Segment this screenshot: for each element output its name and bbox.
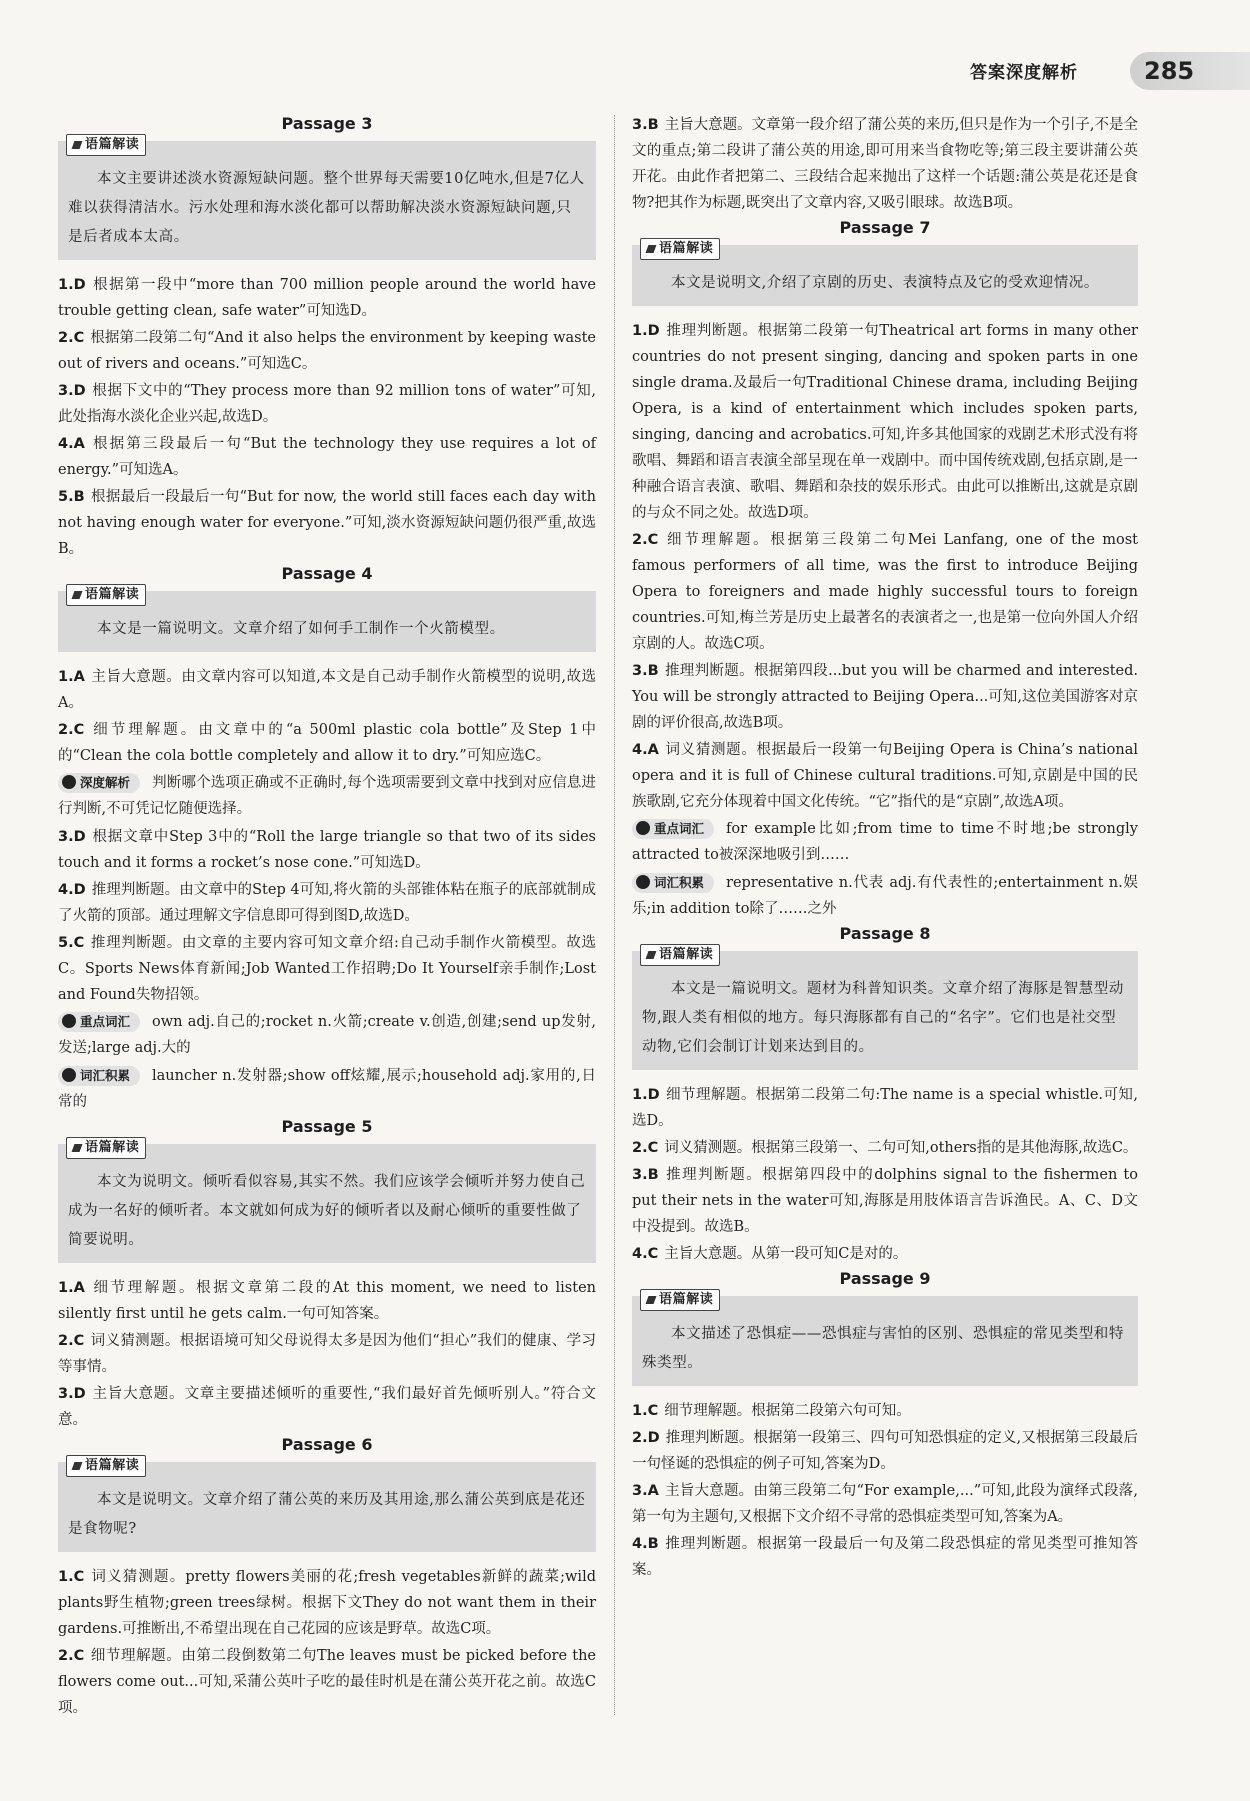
answer-explanation: 推理判断题。由文章中的Step 4可知,将火箭的头部锥体粘在瓶子的底部就制成了火箭的顶部。通过理解文字信息即可得到图D,故选D。 [58, 882, 596, 924]
answer-item [632, 1241, 1138, 1267]
answer-explanation: 主旨大意题。从第一段可知C是对的。 [664, 1246, 908, 1262]
passage-title: Passage 5 [281, 1117, 373, 1136]
summary-text: 本文描述了恐惧症——恐惧症与害怕的区别、恐惧症的常见类型和特殊类型。 [642, 1326, 1124, 1371]
answer-item [58, 378, 596, 430]
passage-summary [58, 1140, 596, 1263]
answer-number: 1.A [58, 1280, 85, 1296]
passage-summary [58, 1458, 596, 1552]
note-badge [632, 873, 714, 893]
passage-summary [632, 241, 1138, 306]
answer-number: 3.A [632, 1483, 659, 1499]
passage-summary [632, 1292, 1138, 1386]
answer-number: 2.C [58, 722, 85, 738]
page-number: 285 [1130, 52, 1250, 90]
answer-explanation: 推理判断题。由文章的主要内容可知文章介绍:自己动手制作火箭模型。故选C。Sports News体育新闻;Job Wanted工作招聘;Do It Yourself亲手制作;Lost and Found失物招领。 [58, 935, 596, 1003]
answer-explanation: 主旨大意题。文章第一段介绍了蒲公英的来历,但只是作为一个引子,不是全文的重点;第二段讲了蒲公英的用途,即可用来当食物吃等;第三段主要讲蒲公英开花。由此作者把第二、三段结合起来抛出了这样一个话题:蒲公英是花还是食物?把其作为标题,既突出了文章内容,又吸引眼球。故选B项。 [632, 117, 1138, 211]
answer-item [58, 1643, 596, 1721]
note-text: launcher n.发射器;show off炫耀,展示;household adj.家用的,日常的 [58, 1068, 596, 1110]
answer-number: 1.A [58, 669, 85, 685]
answer-item [58, 930, 596, 1008]
answer-explanation: 根据文章中Step 3中的“Roll the large triangle so that two of its sides touch and it forms a rocket’s nose cone.”可知选D。 [58, 829, 596, 871]
answer-number: 4.A [58, 436, 85, 452]
summary-tag: 语篇解读 [66, 1137, 146, 1159]
answer-item [58, 484, 596, 562]
answer-explanation: 根据第三段最后一句“But the technology they use requires a lot of energy.”可知选A。 [58, 436, 596, 478]
passage-title: Passage 9 [839, 1269, 931, 1288]
left-column [58, 112, 596, 1722]
answer-explanation: 词义猜测题。根据最后一段第一句Beijing Opera is China’s national opera and it is full of Chinese cultural traditions.可知,京剧是中国的民族歌剧,它充分体现着中国文化传统。“它”指代的是“京剧”,故选A项。 [632, 742, 1138, 810]
note-badge-icon [636, 875, 650, 889]
passage-title: Passage 3 [281, 114, 373, 133]
note-text: representative n.代表 adj.有代表性的;entertainment n.娱乐;in addition to除了……之外 [632, 875, 1138, 917]
answer-item [58, 325, 596, 377]
answer-explanation: 根据下文中的“They process more than 92 million tons of water”可知,此处指海水淡化企业兴起,故选D。 [58, 383, 596, 425]
answer-item [58, 877, 596, 929]
summary-tag: 语篇解读 [640, 238, 720, 260]
passage-summary [632, 947, 1138, 1070]
answer-explanation: 主旨大意题。文章主要描述倾听的重要性,“我们最好首先倾听别人。”符合文意。 [58, 1386, 596, 1428]
answer-explanation: 主旨大意题。由第三段第二句“For example,...”可知,此段为演绎式段落,第一句为主题句,又根据下文介绍不寻常的恐惧症类型可知,答案为A。 [632, 1483, 1138, 1525]
note-badge-icon [62, 1068, 76, 1082]
note-badge-label: 深度解析 [80, 775, 131, 790]
passage-title: Passage 8 [839, 924, 931, 943]
answer-item [632, 1398, 1138, 1424]
answer-number: 2.C [58, 330, 85, 346]
summary-tag: 语篇解读 [66, 1455, 146, 1477]
note-badge-label: 词汇积累 [654, 875, 705, 890]
answer-explanation: 词义猜测题。根据第三段第一、二句可知,others指的是其他海豚,故选C。 [664, 1140, 1138, 1156]
answer-item [632, 112, 1138, 216]
summary-tag: 语篇解读 [640, 1289, 720, 1311]
answer-explanation: 推理判断题。根据第四段中的dolphins signal to the fishermen to put their nets in the water可知,海豚是用肢体语言告诉渔民。A、C、D文中没提到。故选B。 [632, 1167, 1138, 1235]
answer-explanation: 词义猜测题。根据语境可知父母说得太多是因为他们“担心”我们的健康、学习等事情。 [58, 1333, 596, 1375]
answer-explanation: 词义猜测题。pretty flowers美丽的花;fresh vegetables新鲜的蔬菜;wild plants野生植物;green trees绿树。根据下文They do not want them in their gardens.可推断出,不希望出现在自己花园的应该是野草。故选C项。 [58, 1569, 596, 1637]
answer-item [632, 658, 1138, 736]
answer-explanation: 细节理解题。根据第三段第二句Mei Lanfang, one of the most famous performers of all time, was the first to introduce Beijing Opera to foreigners and made highly successful tours to foreign countries.可知,梅兰芳是历史上最著名的表演者之一,也是第一位向外国人介绍京剧的人。故选C项。 [632, 532, 1138, 652]
answer-item [632, 318, 1138, 526]
passage-summary [58, 137, 596, 260]
summary-tag: 语篇解读 [640, 944, 720, 966]
page-header [960, 56, 1250, 86]
answer-number: 3.B [632, 1167, 659, 1183]
answer-number: 1.D [632, 1087, 660, 1103]
answer-item [58, 272, 596, 324]
vocab-note [58, 1063, 596, 1115]
answer-number: 2.C [632, 532, 659, 548]
note-badge [58, 1012, 140, 1032]
passage-title: Passage 7 [839, 218, 931, 237]
answer-explanation: 根据第一段中“more than 700 million people around the world have trouble getting clean, safe water”可知选D。 [58, 277, 596, 319]
answer-number: 5.B [58, 489, 85, 505]
answer-item [58, 824, 596, 876]
answer-item [58, 1564, 596, 1642]
answer-item [58, 1381, 596, 1433]
answer-number: 5.C [58, 935, 85, 951]
answer-number: 2.D [632, 1430, 660, 1446]
answer-explanation: 主旨大意题。由文章内容可以知道,本文是自己动手制作火箭模型的说明,故选A。 [58, 669, 596, 711]
answer-explanation: 细节理解题。根据第二段第二句:The name is a special whistle.可知,选D。 [632, 1087, 1138, 1129]
answer-number: 4.C [632, 1246, 659, 1262]
answer-item [632, 1478, 1138, 1530]
answer-number: 1.C [632, 1403, 659, 1419]
answer-explanation: 细节理解题。根据第二段第六句可知。 [664, 1403, 911, 1419]
answer-item [58, 1275, 596, 1327]
answer-number: 3.B [632, 663, 659, 679]
summary-text: 本文是一篇说明文。题材为科普知识类。文章介绍了海豚是智慧型动物,跟人类有相似的地方。每只海豚都有自己的“名字”。它们也是社交型动物,它们会制订计划来达到目的。 [642, 981, 1124, 1055]
right-column [632, 112, 1138, 1584]
answer-item [632, 527, 1138, 657]
answer-item [632, 1162, 1138, 1240]
answer-item [632, 1425, 1138, 1477]
summary-text: 本文主要讲述淡水资源短缺问题。整个世界每天需要10亿吨水,但是7亿人难以获得清洁水。污水处理和海水淡化都可以帮助解决淡水资源短缺问题,只是后者成本太高。 [68, 171, 585, 245]
note-badge-label: 词汇积累 [80, 1068, 131, 1083]
answer-number: 1.D [632, 323, 660, 339]
answer-item [58, 1328, 596, 1380]
header-label: 答案深度解析 [970, 63, 1078, 83]
summary-text: 本文是说明文,介绍了京剧的历史、表演特点及它的受欢迎情况。 [671, 275, 1100, 291]
answer-number: 4.A [632, 742, 659, 758]
answer-item [632, 737, 1138, 815]
answer-number: 1.C [58, 1569, 85, 1585]
answer-number: 4.B [632, 1536, 659, 1552]
answer-item [632, 1082, 1138, 1134]
answer-item [632, 1531, 1138, 1583]
vocab-note [58, 1009, 596, 1061]
note-badge-label: 重点词汇 [654, 821, 705, 836]
summary-text: 本文是一篇说明文。文章介绍了如何手工制作一个火箭模型。 [97, 621, 505, 637]
answer-number: 4.D [58, 882, 86, 898]
note-badge-icon [62, 775, 76, 789]
note-badge-icon [636, 821, 650, 835]
answer-number: 2.C [632, 1140, 659, 1156]
answer-number: 3.B [632, 117, 659, 133]
answer-number: 2.C [58, 1648, 85, 1664]
note-text: 判断哪个选项正确或不正确时,每个选项需要到文章中找到对应信息进行判断,不可凭记忆随便选择。 [58, 775, 596, 817]
answer-explanation: 推理判断题。根据第二段第一句Theatrical art forms in many other countries do not present singing, dancing and spoken parts in one single drama.及最后一句Traditional Chinese drama, including Beijing Opera, is a kind of entertainment which includes spoken parts, singing, dancing and acrobatics.可知,许多其他国家的戏剧艺术形式没有将歌唱、舞蹈和语言表演全部呈现在单一戏剧中。而中国传统戏剧,包括京剧,是一种融合语言表演、歌唱、舞蹈和杂技的娱乐形式。由此可以推断出,这就是京剧的与众不同之处。故选D项。 [632, 323, 1138, 521]
note-text: own adj.自己的;rocket n.火箭;create v.创造,创建;send up发射,发送;large adj.大的 [58, 1014, 596, 1056]
answer-item [632, 1135, 1138, 1161]
answer-number: 3.D [58, 829, 86, 845]
vocab-note [58, 770, 596, 822]
note-badge [58, 1066, 140, 1086]
vocab-note [632, 816, 1138, 868]
answer-number: 2.C [58, 1333, 85, 1349]
answer-item [58, 717, 596, 769]
note-badge-icon [62, 1014, 76, 1028]
summary-text: 本文是说明文。文章介绍了蒲公英的来历及其用途,那么蒲公英到底是花还是食物呢? [68, 1492, 586, 1537]
passage-title: Passage 4 [281, 564, 373, 583]
answer-number: 3.D [58, 383, 86, 399]
answer-item [58, 431, 596, 483]
answer-explanation: 推理判断题。根据第四段...but you will be charmed and interested. You will be strongly attracted to Beijing Opera...可知,这位美国游客对京剧的评价很高,故选B项。 [632, 663, 1138, 731]
summary-text: 本文为说明文。倾听看似容易,其实不然。我们应该学会倾听并努力使自己成为一名好的倾听者。本文就如何成为好的倾听者以及耐心倾听的重要性做了简要说明。 [68, 1174, 586, 1248]
note-badge [58, 773, 140, 793]
answer-explanation: 根据第二段第二句“And it also helps the environment by keeping waste out of rivers and oceans.”可知选C。 [58, 330, 596, 372]
summary-tag: 语篇解读 [66, 134, 146, 156]
answer-number: 3.D [58, 1386, 86, 1402]
answer-item [58, 664, 596, 716]
vocab-note [632, 870, 1138, 922]
column-divider [614, 115, 615, 1715]
answer-explanation: 推理判断题。根据第一段第三、四句可知恐惧症的定义,又根据第三段最后一句怪诞的恐惧症的例子可知,答案为D。 [632, 1430, 1138, 1472]
note-badge [632, 819, 714, 839]
answer-explanation: 细节理解题。根据文章第二段的At this moment, we need to listen silently first until he gets calm.一句可知答案。 [58, 1280, 596, 1322]
passage-summary [58, 587, 596, 652]
note-badge-label: 重点词汇 [80, 1014, 131, 1029]
summary-tag: 语篇解读 [66, 584, 146, 606]
note-text: for example比如;from time to time不时地;be strongly attracted to被深深地吸引到…… [632, 821, 1138, 863]
answer-number: 1.D [58, 277, 86, 293]
passage-title: Passage 6 [281, 1435, 373, 1454]
answer-explanation: 细节理解题。由第二段倒数第二句The leaves must be picked before the flowers come out...可知,采蒲公英叶子吃的最佳时机是在蒲公英开花之前。故选C项。 [58, 1648, 596, 1716]
answer-explanation: 细节理解题。由文章中的“a 500ml plastic cola bottle”及Step 1中的“Clean the cola bottle completely and allow it to dry.”可知应选C。 [58, 722, 596, 764]
answer-explanation: 推理判断题。根据第一段最后一句及第二段恐惧症的常见类型可推知答案。 [632, 1536, 1138, 1578]
answer-explanation: 根据最后一段最后一句“But for now, the world still faces each day with not having enough water for everyone.”可知,淡水资源短缺问题仍很严重,故选B。 [58, 489, 596, 557]
